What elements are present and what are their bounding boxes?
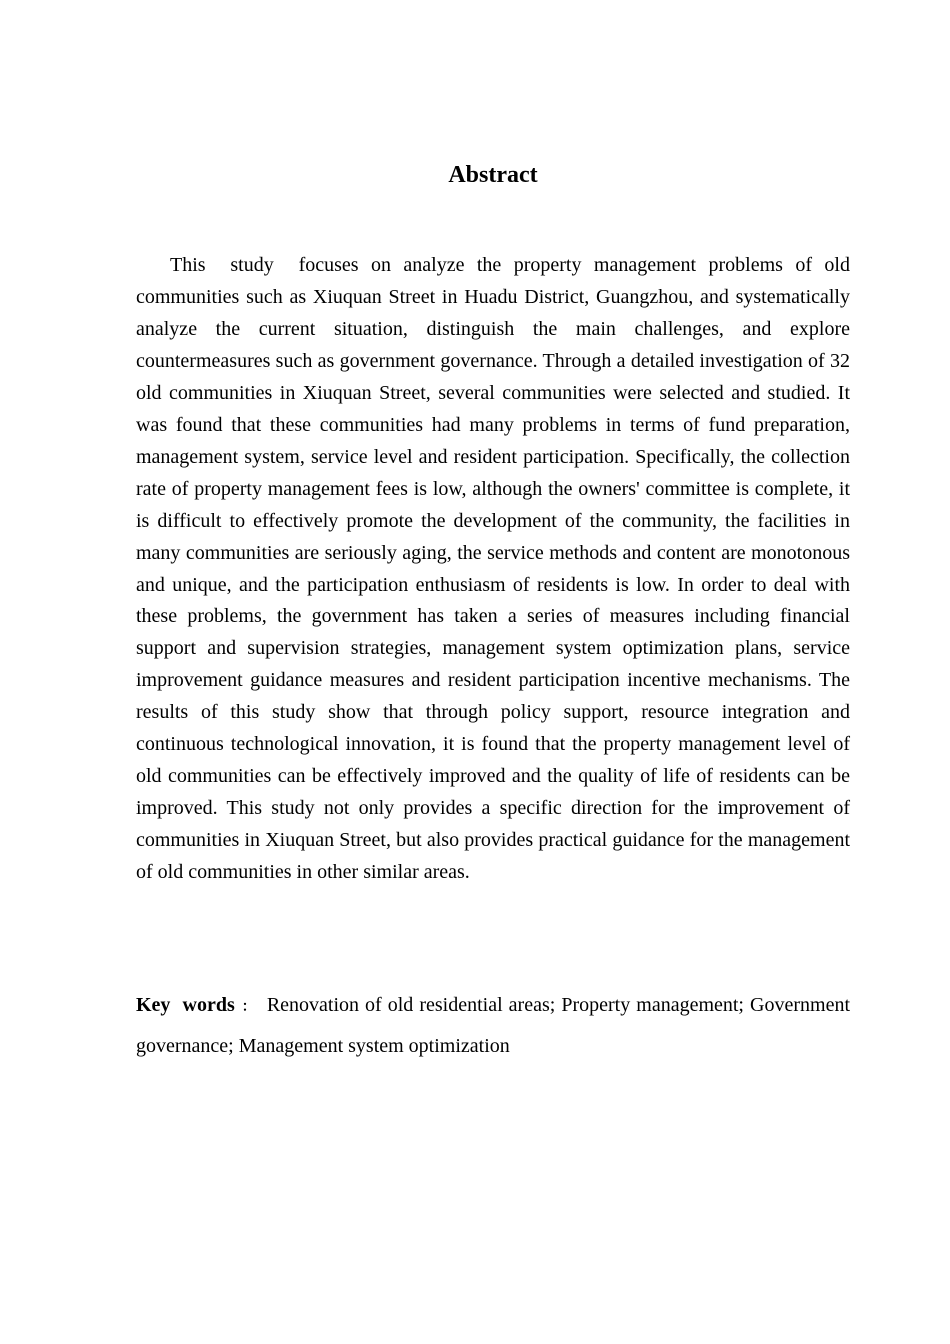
keywords-colon: ： xyxy=(240,1000,257,1015)
keywords-line xyxy=(136,986,850,1066)
keywords-label: Key words xyxy=(136,994,235,1016)
abstract-body-paragraph: This study focuses on analyze the property management problems of old communities such as Xiuquan Street in Huadu District, Guangzhou, and systematically analyze the current situation, distinguish the main challenges, and explore countermeasures such as government governance. Through a detailed investigation of 32 old communities in Xiuquan Street, several communities were selected and studied. It was found that these communities had many problems in terms of fund preparation, management system, service level and resident participation. Specifically, the collection rate of property management fees is low, although the owners' committee is complete, it is difficult to effectively promote the development of the community, the facilities in many communities are seriously aging, the service methods and content are monotonous and unique, and the participation enthusiasm of residents is low. In order to deal with these problems, the government has taken a series of measures including financial support and supervision strategies, management system optimization plans, service improvement guidance measures and resident participation incentive mechanisms. The results of this study show that through policy support, resource integration and continuous technological innovation, it is found that the property management level of old communities can be effectively improved and the quality of life of residents can be improved. This study not only provides a specific direction for the improvement of communities in Xiuquan Street, but also provides practical guidance for the management of old communities in other similar areas. xyxy=(136,254,855,884)
keywords-text: Renovation of old residential areas; Property management; Government governance; Management system optimization xyxy=(136,994,850,1057)
abstract-heading: Abstract xyxy=(448,162,538,188)
